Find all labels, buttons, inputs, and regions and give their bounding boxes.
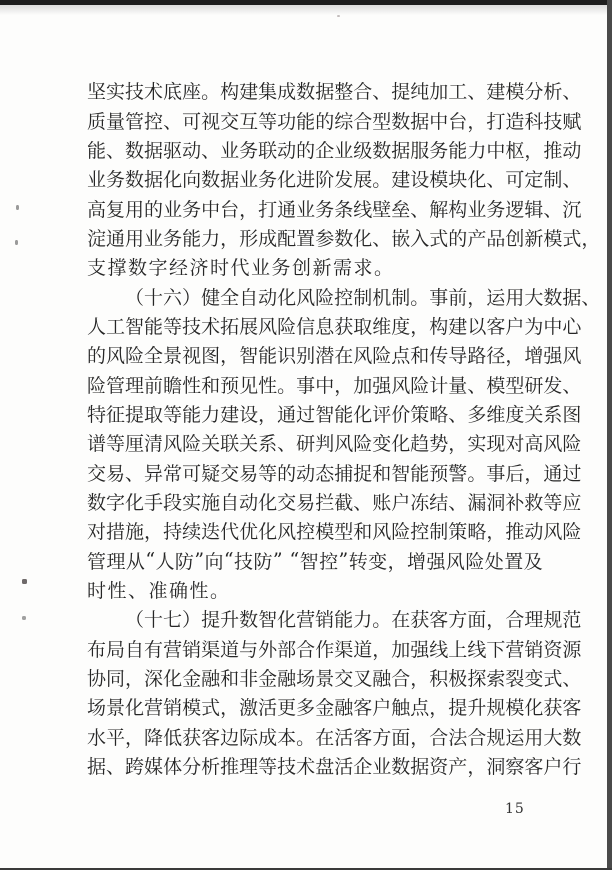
text-line: 数 字 化 手 段 实 施 自 动 化 交 易 拦 截 、 账 户 冻 结 、 漏 洞 补 救 等 应 [87,491,582,514]
scan-edge-top-shadow [0,5,612,15]
text-line: 谱 等 厘 清 风 险 关 联 关 系 、 研 判 风 险 变 化 趋 势 ， 实 现 对 高 风 险 [87,433,582,456]
scan-speckle [16,205,19,210]
text-line: 交 易 、 异 常 可 疑 交 易 等 的 动 态 捕 捉 和 智 能 预 警 。 事 后 ， 通 过 [87,462,582,485]
text-line: 时性、准确性。 [87,580,231,603]
text-line: 管 理 从 “ 人 防 ” 向 “ 技 防 ” “ 智 控 ” 转 变 ， 增 强 风 险 处 置 及 [87,549,543,573]
text-line: （ 十 六 ） 健 全 自 动 化 风 险 控 制 机 制 。 事 前 ， 运 用 大 数 据 、 [125,286,601,309]
text-line: 的 风 险 全 景 视 图 ， 智 能 识 别 潜 在 风 险 点 和 传 导 路 径 ， 增 强 风 [87,345,582,368]
text-line: 高 复 用 的 业 务 中 台 ， 打 通 业 务 条 线 壁 垒 、 解 构 业 务 逻 辑 、 沉 [87,198,582,221]
text-line: 淀 通 用 业 务 能 力 ， 形 成 配 置 参 数 化 、 嵌 入 式 的 产 品 创 新 模 式 ， [87,227,601,250]
document-text [87,76,601,780]
text-line: 据 、 跨 媒 体 分 析 推 理 等 技 术 盘 活 企 业 数 据 资 产 ， 洞 察 客 户 行 [87,756,582,779]
text-line: 特 征 提 取 等 能 力 建 设 ， 通 过 智 能 化 评 价 策 略 、 多 维 度 关 系 图 [87,403,582,426]
scan-speckle [22,616,26,620]
text-line: 质 量 管 控 、 可 视 交 互 等 功 能 的 综 合 型 数 据 中 台 ， 打 造 科 技 赋 [87,110,582,133]
scan-speckle [15,240,18,245]
text-line: 支撑数字经济时代业务创新需求。 [87,257,395,280]
text-line: 对 措 施 ， 持 续 迭 代 优 化 风 控 模 型 和 风 险 控 制 策 略 ， 推 动 风 险 [87,521,582,544]
text-line: （ 十 七 ） 提 升 数 智 化 营 销 能 力 。 在 获 客 方 面 ， 合 理 规 范 [125,609,582,632]
text-line: 险 管 理 前 瞻 性 和 预 见 性 。 事 中 ， 加 强 风 险 计 量 、 模 型 研 发 、 [87,374,582,397]
text-line: 坚 实 技 术 底 座 。 构 建 集 成 数 据 整 合 、 提 纯 加 工 、 建 模 分 析 、 [87,81,582,104]
scan-edge-right [607,0,612,870]
text-line: 布 局 自 有 营 销 渠 道 与 外 部 合 作 渠 道 ， 加 强 线 上 线 下 营 销 资 源 [87,638,582,661]
text-line: 水 平 ， 降 低 获 客 边 际 成 本 。 在 活 客 方 面 ， 合 法 合 规 运 用 大 数 [87,726,582,749]
page-number: 15 [505,801,525,817]
text-line: 协 同 ， 深 化 金 融 和 非 金 融 场 景 交 叉 融 合 ， 积 极 探 索 裂 变 式 、 [87,668,582,691]
text-line: 人 工 智 能 等 技 术 拓 展 风 险 信 息 获 取 维 度 ， 构 建 以 客 户 为 中 心 [87,315,582,338]
text-line: 业 务 数 据 化 向 数 据 业 务 化 进 阶 发 展 。 建 设 模 块 化 、 可 定 制 、 [87,169,582,192]
text-line: 场 景 化 营 销 模 式 ， 激 活 更 多 金 融 客 户 触 点 ， 提 升 规 模 化 获 客 [87,697,582,720]
scan-speckle [337,15,340,17]
scan-speckle [22,579,27,584]
text-line: 能 、 数 据 驱 动 、 业 务 联 动 的 企 业 级 数 据 服 务 能 力 中 枢 ， 推 动 [87,139,582,162]
